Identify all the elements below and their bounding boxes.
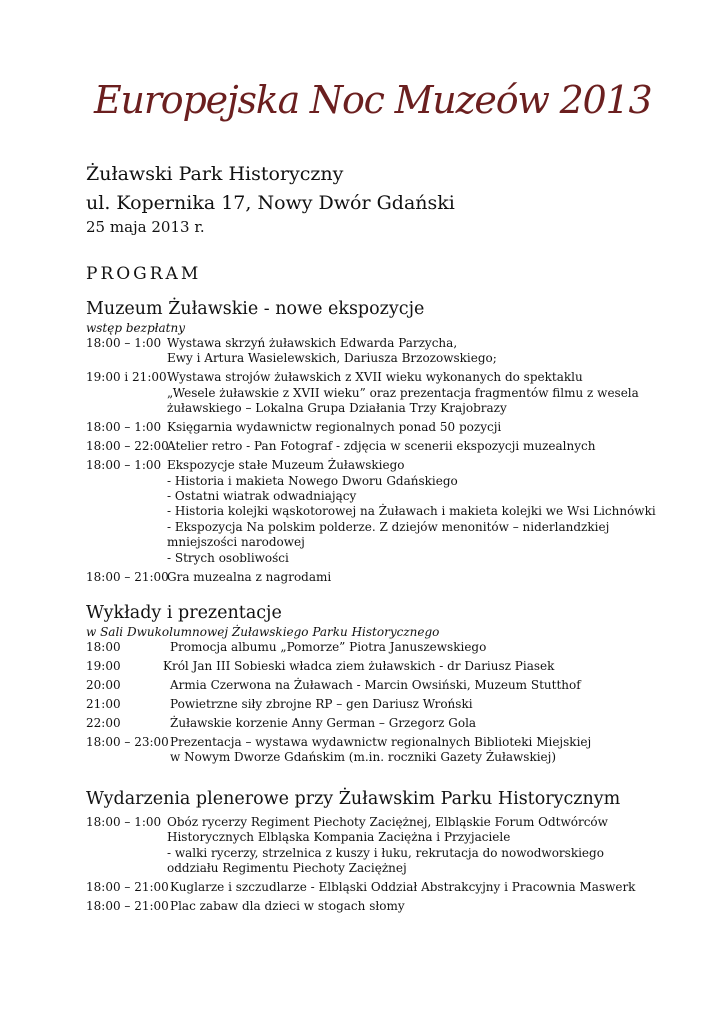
row-time: 18:00 – 21:00 [86,880,169,895]
row-text: Gra muzealna z nagrodami [167,569,332,584]
row-time: 18:00 – 23:00 [86,734,169,749]
section-museum [86,297,686,585]
row-text: Obóz rycerzy Regiment Piechoty Zaciężnej, Elbląskie Forum Odtwórców Historycznych Elbląska Kompania Zaciężna i Przyjaciele - walki rycerzy, strzelnica z kuszy i łuku, rekrutacja do nowodworskiego oddziału Regimentu Piechoty Zaciężnej [167,815,608,876]
section-lectures [86,601,686,766]
row-text: Wystawa strojów żuławskich z XVII wieku wykonanych do spektaklu „Wesele żuławskie z XVII wieku” oraz prezentacja fragmentów filmu z wesela żuławskiego – Lokalna Grupa Działania Trzy Krajobrazy [167,370,639,416]
section-subtitle: w Sali Dwukolumnowej Żuławskiego Parku Historycznego [86,624,440,639]
row-text: Prezentacja – wystawa wydawnictw regionalnych Biblioteki Miejskiej w Nowym Dworze Gdańskim (m.in. roczniki Gazety Żuławskiej) [170,734,592,765]
venue-block [86,160,455,218]
schedule-row [86,735,686,766]
section-subtitle: wstęp bezpłatny [86,321,186,335]
row-text: Plac zabaw dla dzieci w stogach słomy [170,899,405,914]
event-date: 25 maja 2013 r. [86,218,205,236]
schedule-row [86,458,686,566]
row-time: 21:00 [86,696,121,711]
row-text: Atelier retro - Pan Fotograf - zdjęcia w scenerii ekspozycji muzealnych [167,439,596,454]
program-content [86,297,686,918]
schedule-row [86,570,686,585]
program-heading: PROGRAM [86,264,202,284]
row-time: 18:00 – 1:00 [86,336,162,350]
schedule-row [86,420,686,435]
schedule-row [86,370,686,416]
section-outdoor-events [86,787,686,915]
section-title: Muzeum Żuławskie - nowe ekspozycje [86,299,425,319]
row-text: Ekspozycje stałe Muzeum Żuławskiego - Historia i makieta Nowego Dworu Gdańskiego - Ostatni wiatrak odwadniający - Historia kolejki wąskotorowej na Żuławach i makieta kolejki we Wsi Lichnówki - Ekspozycja Na polskim polderze. Z dziejów menonitów – niderlandzkiej mniejszości narodowej - Strych osobliwości [167,458,656,565]
row-time: 18:00 – 21:00 [86,569,169,584]
row-time: 18:00 – 22:00 [86,439,169,454]
row-time: 19:00 [86,658,121,673]
row-time: 19:00 i 21:00 [86,370,167,385]
schedule-row [86,678,686,693]
row-time: 18:00 – 21:00 [86,899,169,914]
schedule-row [86,439,686,454]
row-text: Wystawa skrzyń żuławskich Edwarda Parzycha, Ewy i Artura Wasielewskich, Dariusza Brzozowskiego; [167,336,497,366]
row-time: 20:00 [86,677,121,692]
row-text: Król Jan III Sobieski władca ziem żuławskich - dr Dariusz Piasek [163,658,555,673]
venue-name: Żuławski Park Historyczny [86,163,344,185]
row-text: Promocja albumu „Pomorze” Piotra Januszewskiego [170,639,487,654]
row-text: Powietrzne siły zbrojne RP – gen Dariusz Wroński [170,696,473,711]
row-time: 18:00 [86,639,121,654]
schedule-row [86,815,686,877]
row-time: 18:00 – 1:00 [86,458,162,473]
section-title: Wykłady i prezentacje [86,602,282,623]
schedule-row [86,659,686,674]
schedule-row [86,880,686,895]
row-text: Księgarnia wydawnictw regionalnych ponad 50 pozycji [167,420,502,435]
row-time: 22:00 [86,715,121,730]
row-text: Żuławskie korzenie Anny German – Grzegorz Gola [170,715,477,730]
row-text: Armia Czerwona na Żuławach - Marcin Owsiński, Muzeum Stutthof [170,677,581,692]
schedule-row [86,336,686,367]
venue-address: ul. Kopernika 17, Nowy Dwór Gdański [86,192,455,214]
row-time: 18:00 – 1:00 [86,420,162,435]
schedule-row [86,640,686,655]
schedule-row [86,716,686,731]
schedule-row [86,899,686,914]
row-time: 18:00 – 1:00 [86,815,162,830]
section-title: Wydarzenia plenerowe przy Żuławskim Parku Historycznym [86,789,621,810]
schedule-row [86,697,686,712]
document-title: Europejska Noc Muzeów 2013 [94,78,652,122]
row-text: Kuglarze i szczudlarze - Elbląski Oddział Abstrakcyjny i Pracownia Maswerk [170,880,636,895]
